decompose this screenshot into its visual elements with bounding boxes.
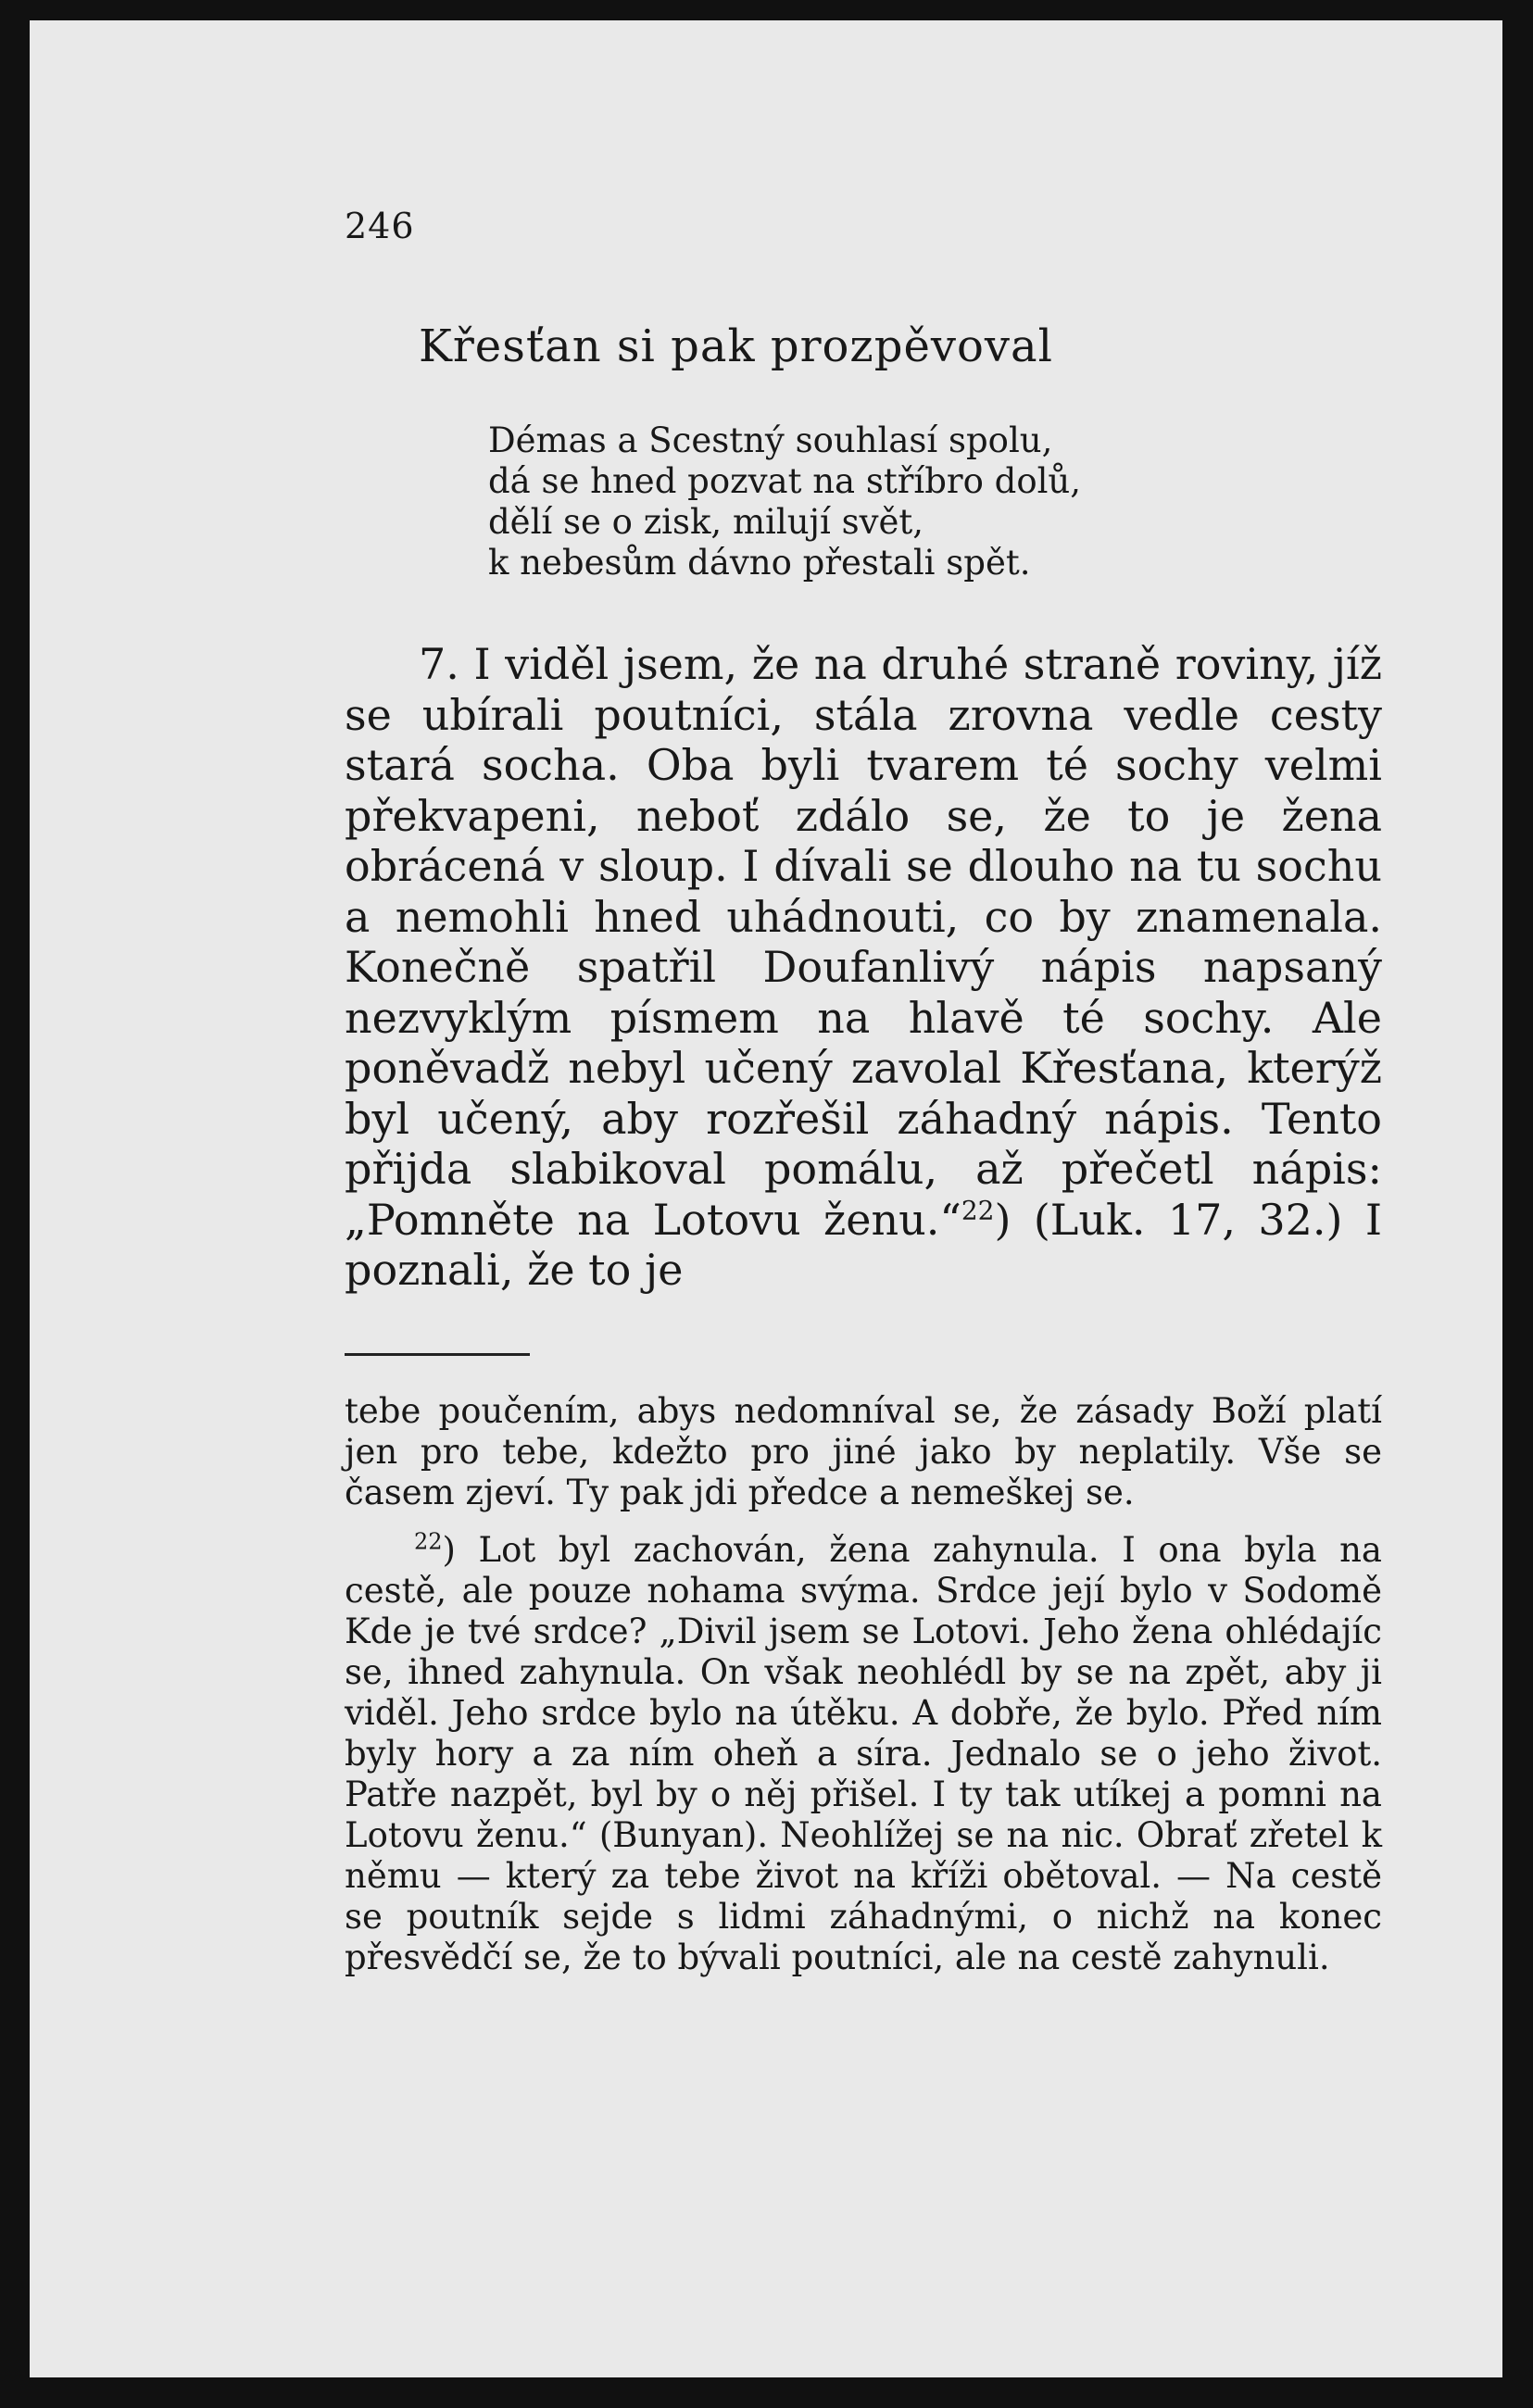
footnote-22: [345, 1530, 1382, 1978]
verse-line: dělí se o zisk, milují svět,: [488, 502, 924, 542]
book-page: [30, 20, 1502, 2377]
footnote-separator: [345, 1353, 530, 1356]
verse-block: [488, 420, 1382, 583]
footnote-mark: 22: [414, 1528, 443, 1555]
footnote-continuation: tebe poučením, abys nedomníval se, že zásady Boží platí jen pro tebe, kdežto pro jiné jako by neplatily. Vše se časem zjeví. Ty pak jdi předce a nemeškej se.: [345, 1390, 1382, 1512]
page-content: [345, 206, 1382, 1978]
footnote-reference: 22: [961, 1195, 995, 1226]
verse-line: Démas a Scestný souhlasí spolu,: [488, 420, 1053, 460]
footnote-text: ) Lot byl zachován, žena zahynula. I ona byla na cestě, ale pouze nohama svýma. Srdce její bylo v Sodomě Kde je tvé srdce? „Divil jsem se Lotovi. Jeho žena ohlédajíc se, ihned zahynula. On však neohlédl by se na zpět, aby ji viděl. Jeho srdce bylo na útěku. A dobře, že bylo. Před ním byly hory a za ním oheň a síra. Jednalo se o jeho život. Patře nazpět, byl by o něj přišel. I ty tak utíkej a pomni na Lotovu ženu.“ (Bunyan). Neohlížej se na nic. Obrať zřetel k němu — který za tebe život na kříži obětoval. — Na cestě se poutník sejde s lidmi záhadnými, o nichž na konec přesvědčí se, že to bývali poutníci, ale na cestě zahynuli.: [345, 1529, 1382, 1977]
paragraph-text-end: ) (Luk. 17, 32.) I poznali, že to je: [345, 1194, 1382, 1295]
section-heading: Křesťan si pak prozpěvoval: [419, 320, 1053, 372]
main-paragraph: [345, 639, 1382, 1296]
paragraph-text: 7. I viděl jsem, že na druhé straně roviny, jíž se ubírali poutníci, stála zrovna vedle cesty stará socha. Oba byli tvarem té sochy velmi překvapeni, neboť zdálo se, že to je žena obrácená v sloup. I dívali se dlouho na tu sochu a nemohli hned uhádnouti, co by znamenala. Konečně spatřil Doufanlivý nápis napsaný nezvyklým písmem na hlavě té sochy. Ale poněvadž nebyl učený zavolal Křesťana, kterýž byl učený, aby rozřešil záhadný nápis. Tento přijda slabikoval pomálu, až přečetl nápis: „Pomněte na Lotovu ženu.“: [345, 639, 1382, 1245]
verse-line: dá se hned pozvat na stříbro dolů,: [488, 461, 1082, 501]
page-number: 246: [345, 206, 415, 246]
verse-line: k nebesům dávno přestali spět.: [488, 543, 1031, 583]
